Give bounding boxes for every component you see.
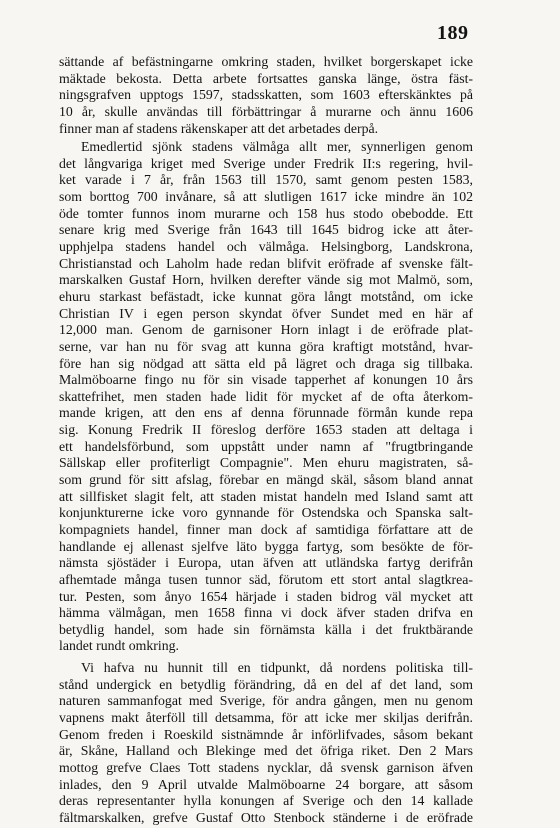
text-line: är, Skåne, Halland och Blekinge med det öfriga riket. Den 2 Mars (59, 743, 473, 759)
paragraph (59, 139, 473, 655)
text-line: sig. Konung Fredrik II föreslog derföre 1653 staden att deltaga i (59, 422, 473, 438)
text-line: som borttog 700 invånare, så att slutligen 1617 icke mindre än 102 (59, 189, 473, 205)
text-line: mäktade bekosta. Detta arbete fortsattes ganska länge, östra fäst- (59, 70, 473, 86)
text-line: sättande af befästningarne omkring staden, hvilket borgerskapet icke (59, 54, 473, 69)
text-line: kompagniets handel, finner man dock af samtidiga författare att de (59, 521, 473, 537)
text-line: mande krigen, att den ens af denna förunnade förmån kunde repa (59, 405, 473, 421)
text-line: Sällskap eller profiterligt Compagnie". Men ehuru magistraten, så- (59, 455, 473, 471)
text-line: deras representanter hylla konungen af Sverige och den 14 kallade (59, 793, 473, 809)
text-line: serne, var han nu för svag att kunna göra kraftigt motstånd, hvar- (59, 338, 473, 354)
text-line: som grund för sitt afslag, förebar en mängd skäl, såsom bland annat (59, 472, 473, 488)
text-line: handlande ej allenast sjelfve läto bygga fartyg, som besökte de för- (59, 538, 473, 554)
text-line: hämma välmågan, men 1658 finna vi dock äfver staden drifva en (59, 605, 473, 621)
text-line: marskalken Gustaf Horn, hvilken derefter vände sig mot Malmö, som, (59, 272, 473, 288)
body-text (59, 54, 473, 826)
text-line: Genom freden i Roeskild sistnämnde år införlifvades, såsom bekant (59, 726, 473, 742)
text-line: Christianstad och Laholm hade redan blifvit eröfrade af svenske fält- (59, 255, 473, 271)
text-line: ett handelsförbund, som uppstått under namn af "frugtbringande (59, 438, 473, 454)
text-line: vapnens makt återföll till detsamma, för att icke mer skiljas derifrån. (59, 709, 473, 725)
text-line: inlades, den 9 April utvalde Malmöboarne 24 borgare, att såsom (59, 776, 473, 792)
text-line: ehuru starkast befästadt, icke kunnat göra långt motstånd, om icke (59, 288, 473, 304)
page-number: 189 (437, 22, 469, 44)
text-line: före han sig nödgad att sätta eld på lägret och draga sig tillbaka. (59, 355, 473, 371)
text-line: finner man af stadens räkenskaper att det arbetades derpå. (59, 120, 379, 136)
text-line: afhemtade många tusen tunnor säd, förutom ett stort antal slagtkrea- (59, 571, 473, 587)
text-line: 10 år, skulle användas till förbättringar å murarne och ännu 1606 (59, 103, 473, 119)
text-line: ningsgrafven upptogs 1597, stadsskatten, som 1603 efterskänktes på (59, 87, 473, 103)
text-line: det långvariga kriget med Sverige under Fredrik II:s regering, hvil- (59, 155, 473, 171)
text-line: stånd undergick en betydlig förändring, då en del af det land, som (59, 676, 473, 692)
text-line: konjunkturerne icke voro gynnande för Ostendska och Spanska salt- (59, 505, 473, 521)
text-line: Christian IV i egen person skyndat öfver Sundet med en här af (59, 305, 473, 321)
text-line: naturen sammanfogat med Sverige, för andra gången, men nu genom (59, 693, 473, 709)
text-line: betydlig handel, som hade sin förnämsta källa i det fruktbärande (59, 621, 473, 637)
text-line: öde tomter funnos inom murarne och 158 hus stodo obebodde. Ett (59, 205, 473, 221)
text-line: Malmöboarne fingo nu för sin visade tapperhet af konungen 10 års (59, 372, 473, 388)
paragraph (59, 660, 473, 826)
text-line: landet rundt omkring. (59, 638, 179, 654)
text-line: skattefrihet, men staden hade lidit för mycket af de ofta återkom- (59, 388, 473, 404)
text-line: ket varade i 7 år, från 1563 till 1570, samt genom pesten 1583, (59, 172, 473, 188)
text-line: 12,000 man. Genom de garnisoner Horn inlagt i de eröfrade plat- (59, 322, 473, 338)
text-line: nämsta sjöstäder i Europa, utan äfven att utländska fartyg derifrån (59, 555, 473, 571)
text-line: Vi hafva nu hunnit till en tidpunkt, då nordens politiska till- (81, 660, 473, 676)
text-line: mottog grefve Claes Tott stadens nycklar, då svensk garnison äfven (59, 759, 473, 775)
text-line: tur. Pesten, som ånyo 1654 härjade i staden bidrog väl mycket att (59, 588, 473, 604)
text-line: fältmarskalken, grefve Gustaf Otto Stenbock ständerne i de eröfrade (59, 809, 473, 825)
paragraph (59, 54, 473, 137)
text-line: Emedlertid sjönk stadens välmåga allt mer, synnerligen genom (81, 139, 473, 155)
text-line: senare krig med Sverige från 1643 till 1645 bidrog icke att åter- (59, 222, 473, 238)
text-line: upphjelpa stadens handel och välmåga. Helsingborg, Landskrona, (59, 239, 473, 255)
text-line: att sillfisket slagit felt, att staden mistat handeln med Island samt att (59, 488, 473, 504)
